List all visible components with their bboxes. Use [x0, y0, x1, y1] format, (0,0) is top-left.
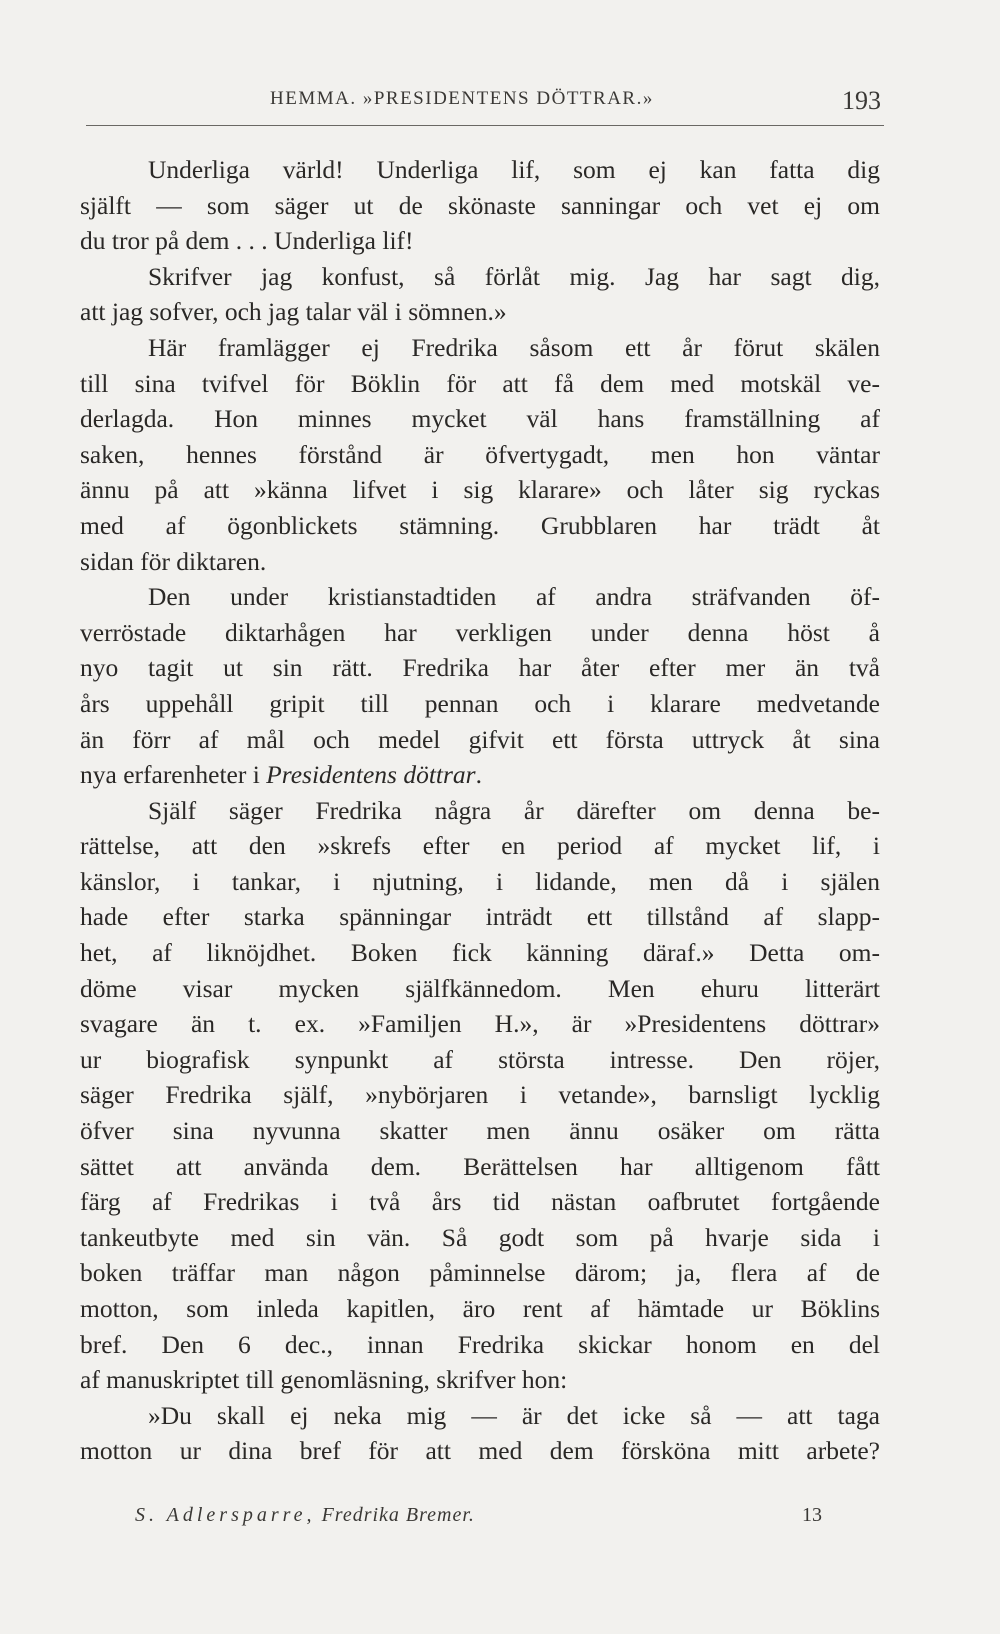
- text-line: af manuskriptet till genomläsning, skrifver hon:: [80, 1365, 568, 1395]
- text-line: till sina tvifvel för Böklin för att få dem med motskäl ve-: [80, 368, 880, 398]
- text-line: het, af liknöjdhet. Boken fick känning däraf.» Detta om-: [80, 938, 880, 968]
- text-line: motton ur dina bref för att med dem försköna mitt arbete?: [80, 1436, 880, 1466]
- text-line: verröstade diktarhågen har verkligen under denna höst å: [80, 617, 880, 647]
- text-line: Här framlägger ej Fredrika såsom ett år förut skälen: [148, 332, 880, 362]
- text-line: sidan för diktaren.: [80, 546, 267, 576]
- page-number: 193: [842, 86, 881, 115]
- text-line: svagare än t. ex. »Familjen H.», är »Presidentens döttrar»: [80, 1009, 880, 1039]
- body-text: [80, 152, 880, 1469]
- text-line: »Du skall ej neka mig — är det icke så — att taga: [148, 1400, 880, 1430]
- text-line: rättelse, att den »skrefs efter en period af mycket lif, i: [80, 831, 880, 861]
- text-line: tankeutbyte med sin vän. Så godt som på hvarje sida i: [80, 1222, 880, 1252]
- text-line: ännu på att »känna lifvet i sig klarare» och låter sig ryckas: [80, 475, 880, 505]
- text-line: nyo tagit ut sin rätt. Fredrika har åter efter mer än två: [80, 653, 880, 683]
- header-rule: [86, 125, 884, 126]
- text-line: Själf säger Fredrika några år därefter om denna be-: [148, 795, 880, 825]
- text-line: säger Fredrika själf, »nybörjaren i vetande», barnsligt lycklig: [80, 1080, 880, 1110]
- signature-author: S. Adlersparre,: [135, 1504, 316, 1526]
- text-line: Underliga värld! Underliga lif, som ej kan fatta dig: [148, 155, 880, 184]
- text-line: att jag sofver, och jag talar väl i sömnen.»: [80, 297, 507, 327]
- text-line: ur biografisk synpunkt af största intresse. Den röjer,: [80, 1044, 880, 1074]
- text-line: boken träffar man någon påminnelse därom; ja, flera af de: [80, 1258, 880, 1288]
- text-line: sättet att använda dem. Berättelsen har alltigenom fått: [80, 1151, 880, 1181]
- text-line: nya erfarenheter i: [80, 760, 267, 790]
- text-line: hade efter starka spänningar inträdt ett tillstånd af slapp-: [80, 902, 880, 932]
- italic-book-title: Presidentens döttrar: [266, 760, 476, 790]
- text-line: med af ögonblickets stämning. Grubblaren har trädt åt: [80, 510, 880, 540]
- text-line: döme visar mycken själfkännedom. Men ehuru litterärt: [80, 973, 880, 1003]
- text-line: än förr af mål och medel gifvit ett första uttryck åt sina: [80, 724, 880, 754]
- footer-signature: [135, 1504, 475, 1527]
- running-head: HEMMA. »PRESIDENTENS DÖTTRAR.»: [270, 88, 654, 109]
- text-line: färg af Fredrikas i två års tid nästan oafbrutet fortgående: [80, 1187, 880, 1217]
- text-line: Den under kristianstadtiden af andra sträfvanden öf-: [148, 582, 880, 612]
- text-line: saken, hennes förstånd är öfvertygadt, men hon väntar: [80, 439, 880, 469]
- signature-work: Fredrika Bremer.: [321, 1504, 475, 1526]
- text-line: öfver sina nyvunna skatter men ännu osäker om rätta: [80, 1116, 880, 1146]
- text-line: års uppehåll gripit till pennan och i klarare medvetande: [80, 688, 880, 718]
- text-line: själft — som säger ut de skönaste sanningar och vet ej om: [80, 190, 880, 220]
- text-line: bref. Den 6 dec., innan Fredrika skickar honom en del: [80, 1329, 880, 1359]
- text-line: motton, som inleda kapitlen, äro rent af hämtade ur Böklins: [80, 1294, 880, 1323]
- text-line: du tror på dem . . . Underliga lif!: [80, 226, 414, 256]
- sheet-number: 13: [802, 1504, 822, 1526]
- text-line-with-title: [80, 757, 880, 793]
- text-line: känslor, i tankar, i njutning, i lidande, men då i själen: [80, 866, 880, 896]
- title-end-punctuation: .: [475, 760, 482, 790]
- text-line: derlagda. Hon minnes mycket väl hans framställning af: [80, 404, 880, 434]
- text-line: Skrifver jag konfust, så förlåt mig. Jag har sagt dig,: [148, 261, 880, 291]
